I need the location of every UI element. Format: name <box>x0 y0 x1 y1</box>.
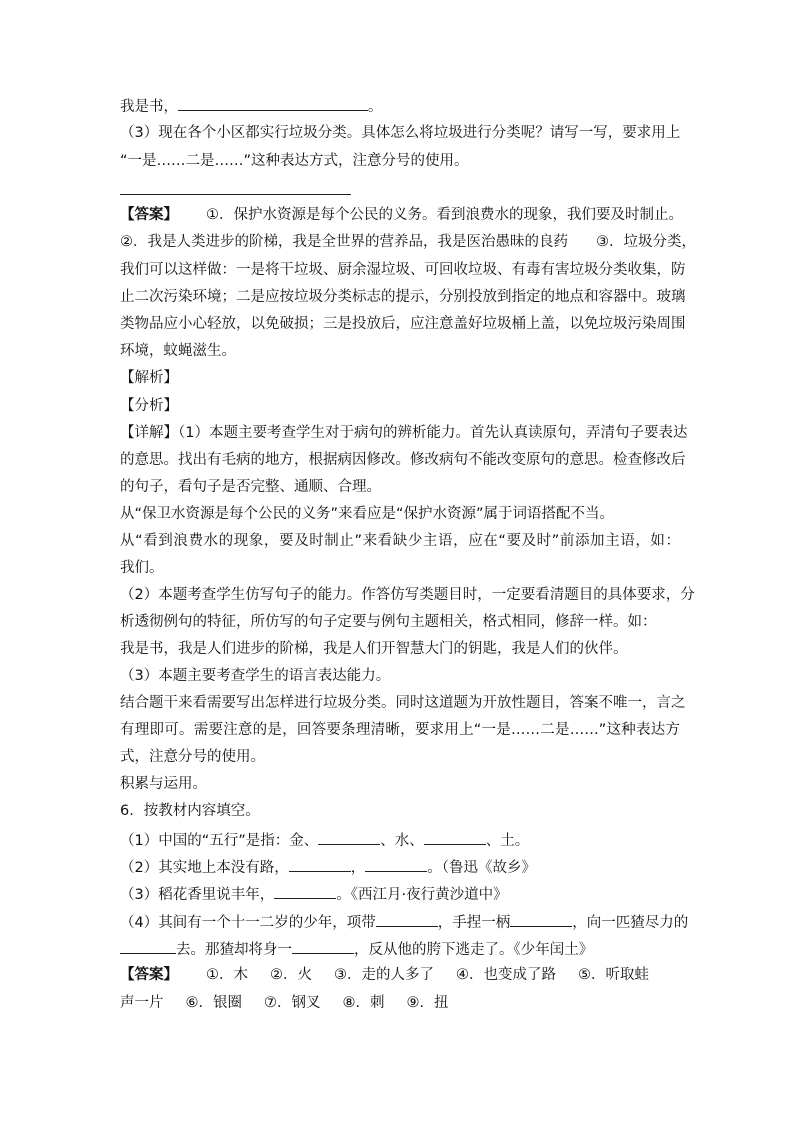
question-2-line: 我是书， 。 <box>120 96 680 116</box>
answer-blank[interactable] <box>120 939 176 954</box>
answer2-line-1: 【答案】 ①．木 ②．火 ③．走的人多了 ④．也变成了路 ⑤．听取蛙 <box>120 967 649 983</box>
answer-blank[interactable] <box>274 884 336 899</box>
answer-blank[interactable] <box>292 939 354 954</box>
detail-line-5: 从“看到浪费水的现象，要及时制止”来看缺少主语，应在“要及时”前添加主语，如： <box>120 533 680 549</box>
answer-line-1: 【答案】 ①．保护水资源是每个公民的义务。看到浪费水的现象，我们要及时制止。 <box>120 207 683 223</box>
detail-line-10: （3）本题主要考查学生的语言表达能力。 <box>120 668 391 684</box>
question-6-line-3: （3）稻花香里说丰年， 。《西江月·夜行黄沙道中》 <box>120 884 680 904</box>
question-3-line-1: （3）现在各个小区都实行垃圾分类。具体怎么将垃圾进行分类呢？请写一写，要求用上 <box>120 125 681 141</box>
answer-line-6: 环境，蚊蝇滋生。 <box>120 343 236 359</box>
answer2-line-2: 声一片 ⑥．银圈 ⑦．钢叉 ⑧．刺 ⑨．扭 <box>120 995 449 1011</box>
detail-line-4: 从“保卫水资源是每个公民的义务”来看应是“保护水资源”属于词语搭配不当。 <box>120 506 615 522</box>
question-6-line-5: 去。那猹却将身一 ，反从他的胯下逃走了。《少年闰土》 <box>120 939 680 959</box>
answer-blank[interactable] <box>318 830 380 845</box>
detail-line-2: 的意思。找出有毛病的地方，根据病因修改。修改病句不能改变原句的意思。检查修改后 <box>120 452 686 468</box>
answer-write-line[interactable] <box>120 194 351 195</box>
section-title: 积累与运用。 <box>120 776 207 792</box>
answer-blank[interactable] <box>510 912 572 927</box>
answer-blank[interactable] <box>376 912 438 927</box>
answer-line-4: 止二次污染环境；二是应按垃圾分类标志的提示，分别投放到指定的地点和容器中。玻璃 <box>120 289 686 305</box>
question-6-line-2: （2）其实地上本没有路， ， 。（鲁迅《故乡》 <box>120 857 680 877</box>
question-6-title: 6．按教材内容填空。 <box>120 803 260 819</box>
detail-line-11: 结合题干来看需要写出怎样进行垃圾分类。同时这道题为开放性题目，答案不唯一，言之 <box>120 695 686 711</box>
detail-line-6: 我们。 <box>120 560 164 576</box>
question-6-line-4: （4）其间有一个十一二岁的少年，项带 ，手捏一柄 ，向一匹猹尽力的 <box>120 912 680 932</box>
detail-label: 【详解】 <box>120 425 178 441</box>
answer-blank[interactable] <box>289 857 351 872</box>
answer-blank[interactable] <box>178 96 368 111</box>
detail-line-12: 有理即可。需要注意的是，回答要条理清晰，要求用上“一是……二是……”这种表达方 <box>120 722 680 738</box>
detail-line-9: 我是书，我是人们进步的阶梯，我是人们开智慧大门的钥匙，我是人们的伙伴。 <box>120 641 628 657</box>
question-3-line-2: “一是……二是……”这种表达方式，注意分号的使用。 <box>120 153 469 169</box>
detail-line-1: 【详解】（1）本题主要考查学生对于病句的辨析能力。首先认真读原句，弄清句子要表达 <box>120 425 688 441</box>
answer-blank[interactable] <box>365 857 427 872</box>
answer2-label: 【答案】 <box>120 967 178 983</box>
analysis-label: 【解析】 <box>120 370 178 386</box>
fenxi-label: 【分析】 <box>120 398 178 414</box>
answer-line-5: 类物品应小心轻放，以免破损；三是投放后，应注意盖好垃圾桶上盖，以免垃圾污染周围 <box>120 316 686 332</box>
answer-line-2: ②．我是人类进步的阶梯，我是全世界的营养品，我是医治愚昧的良药 ③．垃圾分类， <box>120 234 696 250</box>
answer-line-3: 我们可以这样做：一是将干垃圾、厨余湿垃圾、可回收垃圾、有毒有害垃圾分类收集，防 <box>120 262 686 278</box>
detail-line-8: 析透彻例句的特征，所仿写的句子定要与例句主题相关，格式相同，修辞一样。如： <box>120 614 657 630</box>
answer-label: 【答案】 <box>120 207 178 223</box>
answer-blank[interactable] <box>424 830 486 845</box>
detail-line-7: （2）本题考查学生仿写句子的能力。作答仿写类题目时，一定要看清题目的具体要求，分 <box>120 587 695 603</box>
detail-line-3: 的句子，看句子是否完整、通顺、合理。 <box>120 479 381 495</box>
question-6-line-1: （1）中国的“五行”是指：金、 、水、 、土。 <box>120 830 680 850</box>
detail-line-13: 式，注意分号的使用。 <box>120 749 265 765</box>
